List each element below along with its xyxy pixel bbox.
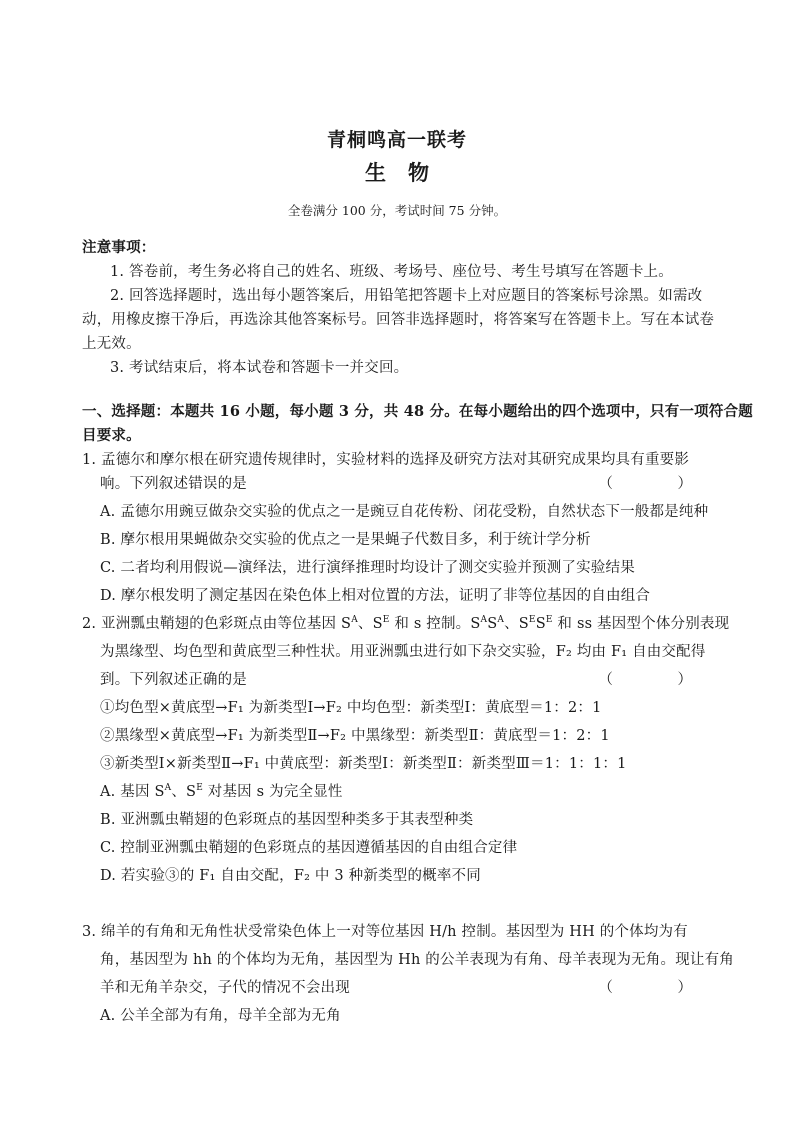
q2-stem-line-1: 2. 亚洲瓢虫鞘翅的色彩斑点由等位基因 $S^A$、$S^E$ 和 s 控制。$S^AS^A$、$S^ES^E$ 和 ss 基因型个体分别表现 <box>82 615 730 632</box>
exam-subtitle: 全卷满分 100 分，考试时间 75 分钟。 <box>287 203 507 218</box>
notice-item-2-line-3: 上无效。 <box>82 336 141 352</box>
q3-answer-paren: （ ） <box>598 980 722 996</box>
q3-option-a: A. 公羊全部为有角，母羊全部为无角 <box>100 1008 341 1024</box>
notice-item-2-line-1: 2. 回答选择题时，选出每小题答案后，用铅笔把答题卡上对应题目的答案标号涂黑。如需改 <box>110 288 703 304</box>
q3-stem-line-3: 羊和无角羊杂交，子代的情况不会出现 <box>100 980 350 996</box>
exam-title: 青桐鸣高一联考 <box>326 129 467 151</box>
q1-stem-line-1: 1. 孟德尔和摩尔根在研究遗传规律时，实验材料的选择及研究方法对其研究成果均具有重要影 <box>82 452 690 468</box>
notice-item-1: 1. 答卷前，考生务必将自己的姓名、班级、考场号、座位号、考生号填写在答题卡上。 <box>110 264 673 280</box>
notice-item-3: 3. 考试结束后，将本试卷和答题卡一并交回。 <box>110 360 409 376</box>
q2-experiment-3: ③新类型Ⅰ×新类型Ⅱ→F₁ 中黄底型：新类型Ⅰ：新类型Ⅱ：新类型Ⅲ＝1：1：1：1 <box>100 756 627 772</box>
q2-option-b: B. 亚洲瓢虫鞘翅的色彩斑点的基因型种类多于其表型种类 <box>100 812 474 828</box>
q1-option-c: C. 二者均利用假说—演绎法，进行演绎推理时均设计了测交实验并预测了实验结果 <box>100 560 635 576</box>
q1-option-a: A. 孟德尔用豌豆做杂交实验的优点之一是豌豆自花传粉、闭花受粉，自然状态下一般都是纯种 <box>100 504 709 520</box>
section-1-heading-line-2: 目要求。 <box>82 427 141 444</box>
q1-answer-paren: （ ） <box>598 476 722 492</box>
subject-title: 生物 <box>365 160 451 185</box>
section-1-heading-line-1: 一、选择题：本题共 16 小题，每小题 3 分，共 48 分。在每小题给出的四个选项中，只有一项符合题 <box>82 403 753 420</box>
q1-option-d: D. 摩尔根发明了测定基因在染色体上相对位置的方法，证明了非等位基因的自由组合 <box>100 588 651 604</box>
notice-item-2-line-2: 动，用橡皮擦干净后，再选涂其他答案标号。回答非选择题时，将答案写在答题卡上。写在本试卷 <box>82 312 715 328</box>
q3-stem-line-1: 3. 绵羊的有角和无角性状受常染色体上一对等位基因 H/h 控制。基因型为 HH 的个体均为有 <box>82 924 688 940</box>
q2-stem-line-2: 为黑缘型、均色型和黄底型三种性状。用亚洲瓢虫进行如下杂交实验，F₂ 均由 F₁ 自由交配得 <box>100 644 706 660</box>
q2-stem-line-3: 到。下列叙述正确的是 <box>100 672 247 688</box>
q2-option-a: A. 基因 $S^A$、$S^E$ 对基因 s 为完全显性 <box>100 783 343 800</box>
q2-experiment-1: ①均色型×黄底型→F₁ 为新类型Ⅰ→F₂ 中均色型：新类型Ⅰ：黄底型＝1：2：1 <box>100 700 602 716</box>
q3-stem-line-2: 角，基因型为 hh 的个体均为无角，基因型为 Hh 的公羊表现为有角、母羊表现为无角。现让有角 <box>100 952 734 968</box>
q1-stem-line-2: 响。下列叙述错误的是 <box>100 476 247 492</box>
q2-experiment-2: ②黑缘型×黄底型→F₁ 为新类型Ⅱ→F₂ 中黑缘型：新类型Ⅱ：黄底型＝1：2：1 <box>100 728 610 744</box>
notice-heading: 注意事项： <box>82 239 156 256</box>
q2-answer-paren: （ ） <box>598 672 722 688</box>
q2-option-c: C. 控制亚洲瓢虫鞘翅的色彩斑点的基因遵循基因的自由组合定律 <box>100 840 518 856</box>
q1-option-b: B. 摩尔根用果蝇做杂交实验的优点之一是果蝇子代数目多，利于统计学分析 <box>100 532 591 548</box>
q2-option-d: D. 若实验③的 F₁ 自由交配，F₂ 中 3 种新类型的概率不同 <box>100 868 481 884</box>
